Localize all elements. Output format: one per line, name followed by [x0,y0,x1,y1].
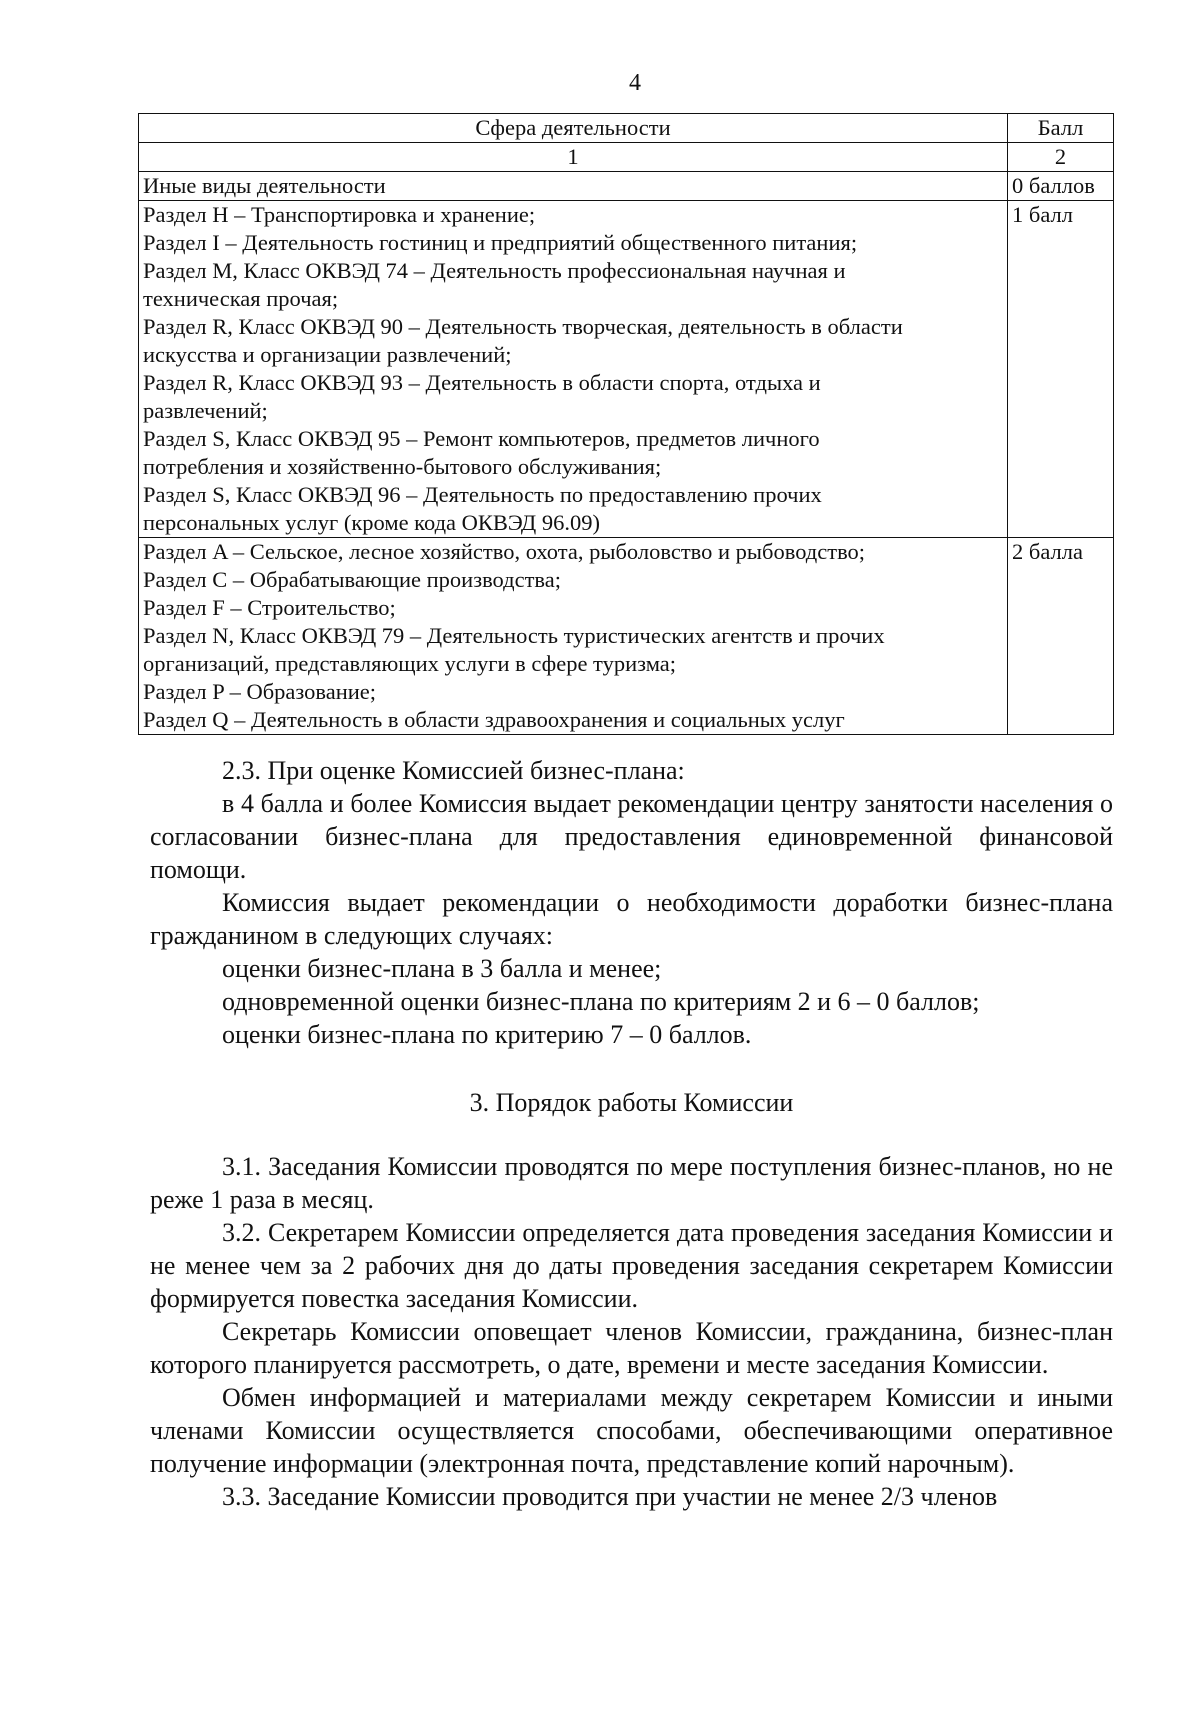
activity-line: Раздел C – Обрабатывающие производства; [143,567,561,592]
score-cell: 1 балл [1008,201,1114,538]
paragraph: Обмен информацией и материалами между секретарем Комиссии и иными членами Комиссии осуществляется способами, обеспечивающими оперативное получение информации (электронная почта, представление копий нарочным). [150,1383,1113,1478]
paragraph: оценки бизнес-плана в 3 балла и менее; [222,954,662,983]
activity-line: техническая прочая; [143,286,339,311]
activity-cell [139,172,1008,201]
activity-line: искусства и организации развлечений; [143,342,512,367]
section-3-body [150,1150,1113,1513]
activity-cell [139,201,1008,538]
activity-line: Раздел H – Транспортировка и хранение; [143,202,536,227]
section-heading: 3. Порядок работы Комиссии [469,1088,794,1117]
section-2-3 [150,754,1113,1051]
paragraph: 2.3. При оценке Комиссией бизнес-плана: [222,756,685,785]
activity-line: Раздел F – Строительство; [143,595,396,620]
activity-line: организаций, представляющих услуги в сфере туризма; [143,651,677,676]
paragraph: 3.1. Заседания Комиссии проводятся по мере поступления бизнес-планов, но не реже 1 раза в месяц. [150,1152,1113,1214]
paragraph: оценки бизнес-плана по критерию 7 – 0 баллов. [222,1020,752,1049]
page-number: 4 [629,70,641,96]
colnum-2: 2 [1008,143,1114,172]
activity-line: Раздел Q – Деятельность в области здравоохранения и социальных услуг [143,707,845,732]
activity-line: Раздел A – Сельское, лесное хозяйство, охота, рыболовство и рыбоводство; [143,539,866,564]
activity-line: Раздел S, Класс ОКВЭД 95 – Ремонт компьютеров, предметов личного [143,426,820,451]
table-header-row [139,114,1114,143]
colnum-1: 1 [139,143,1008,172]
activity-line: Раздел P – Образование; [143,679,377,704]
activity-line: Раздел R, Класс ОКВЭД 90 – Деятельность творческая, деятельность в области [143,314,903,339]
activity-line: Раздел N, Класс ОКВЭД 79 – Деятельность туристических агентств и прочих [143,623,885,648]
header-activity: Сфера деятельности [139,114,1008,143]
activity-cell [139,538,1008,735]
table-row [139,172,1114,201]
activity-line: развлечений; [143,398,268,423]
table-row [139,201,1114,538]
activity-line: Раздел S, Класс ОКВЭД 96 – Деятельность по предоставлению прочих [143,482,822,507]
paragraph: 3.2. Секретарем Комиссии определяется дата проведения заседания Комиссии и не менее чем за 2 рабочих дня до даты проведения заседания секретарем Комиссии формируется повестка заседания Комиссии. [150,1218,1113,1313]
score-cell: 0 баллов [1008,172,1114,201]
table-colnum-row [139,143,1114,172]
paragraph: одновременной оценки бизнес-плана по критериям 2 и 6 – 0 баллов; [222,987,980,1016]
activity-line: Раздел M, Класс ОКВЭД 74 – Деятельность профессиональная научная и [143,258,846,283]
activity-line: персональных услуг (кроме кода ОКВЭД 96.09) [143,510,600,535]
paragraph: в 4 балла и более Комиссия выдает рекомендации центру занятости населения о согласовании бизнес-плана для предоставления единовременной финансовой помощи. [150,789,1113,884]
score-cell: 2 балла [1008,538,1114,735]
activity-line: Раздел R, Класс ОКВЭД 93 – Деятельность в области спорта, отдыха и [143,370,821,395]
paragraph: Комиссия выдает рекомендации о необходимости доработки бизнес-плана гражданином в следующих случаях: [150,888,1113,950]
paragraph: Секретарь Комиссии оповещает членов Комиссии, гражданина, бизнес-план которого планируется рассмотреть, о дате, времени и месте заседания Комиссии. [150,1317,1113,1379]
activity-line: потребления и хозяйственно-бытового обслуживания; [143,454,662,479]
activity-line: Раздел I – Деятельность гостиниц и предприятий общественного питания; [143,230,858,255]
paragraph: 3.3. Заседание Комиссии проводится при участии не менее 2/3 членов [222,1482,998,1511]
header-score: Балл [1008,114,1114,143]
activity-score-table [138,113,1114,735]
activity-line: Иные виды деятельности [143,173,386,198]
table-row [139,538,1114,735]
section-3 [150,1086,1113,1119]
